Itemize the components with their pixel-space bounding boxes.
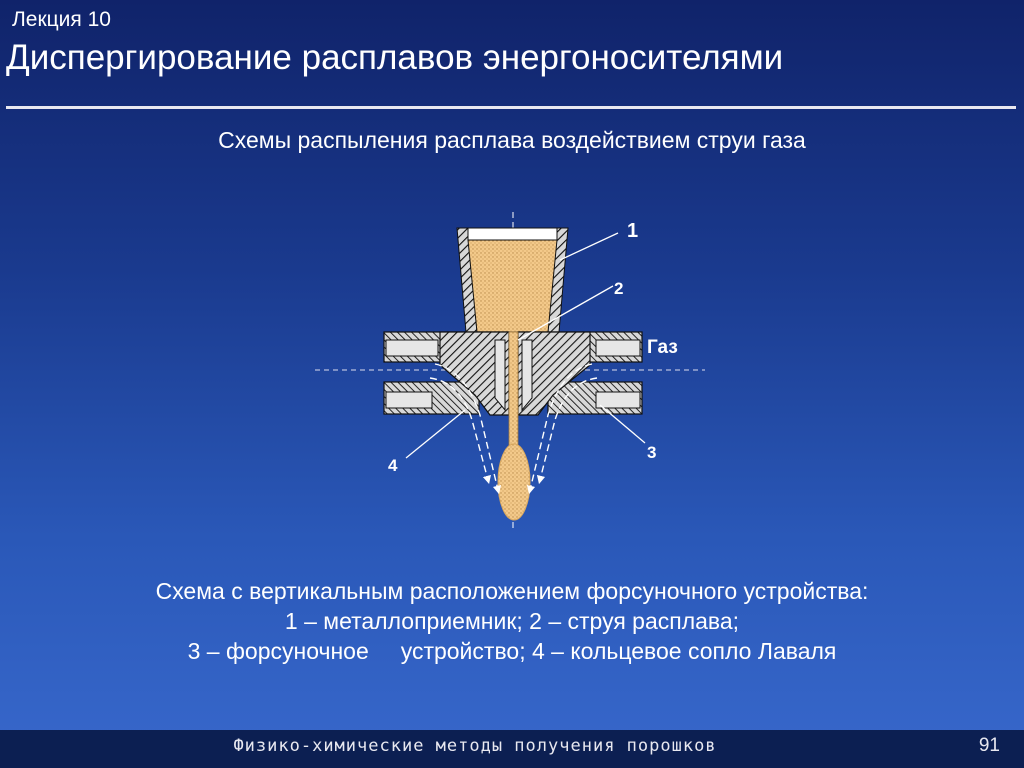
caption-line-1: Схема с вертикальным расположением форсуночного устройства: bbox=[155, 578, 869, 604]
label-1: 1 bbox=[627, 220, 639, 242]
atomized-plume bbox=[498, 444, 530, 520]
label-2: 2 bbox=[614, 279, 624, 298]
page-number: 91 bbox=[978, 735, 1000, 756]
slide-subtitle: Схемы распыления расплава воздействием струи газа bbox=[218, 127, 806, 153]
label-4: 4 bbox=[388, 456, 398, 475]
label-gas: Газ bbox=[647, 337, 678, 358]
atomizer-diagram bbox=[300, 200, 720, 540]
melt-in-crucible bbox=[468, 240, 557, 332]
title-divider bbox=[6, 106, 1016, 109]
caption-line-2: 1 – металлоприемник; 2 – струя расплава; bbox=[284, 608, 740, 634]
label-3: 3 bbox=[647, 443, 657, 462]
slide-title: Диспергирование расплавов энергоносителями bbox=[6, 38, 784, 77]
melt-surface bbox=[468, 228, 557, 240]
footer-course-title: Физико-химические методы получения порошков bbox=[233, 736, 717, 756]
melt-stream bbox=[509, 332, 518, 450]
figure-caption bbox=[0, 576, 1024, 666]
caption-line-3: 3 – форсуночное устройство; 4 – кольцевое сопло Лаваля bbox=[187, 638, 837, 664]
lecture-number: Лекция 10 bbox=[12, 8, 111, 31]
